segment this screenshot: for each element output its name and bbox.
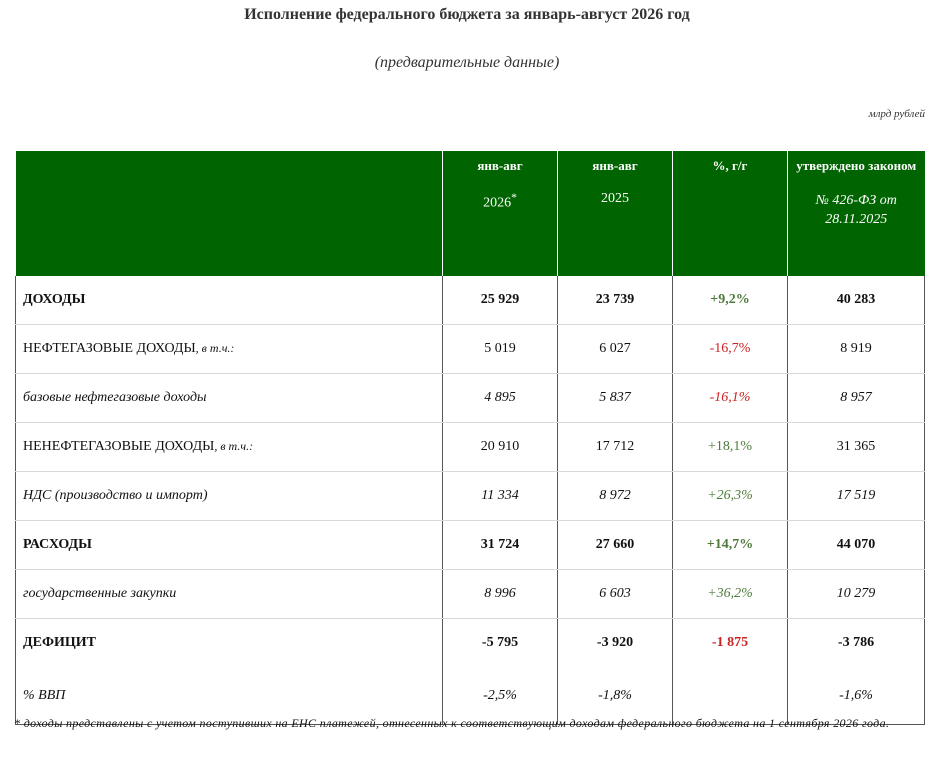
- value-pct: +26,3%: [673, 472, 788, 521]
- row-label: государственные закупки: [16, 570, 443, 619]
- value-law: 8 957: [788, 374, 925, 423]
- header-2026-period: янв-авг: [477, 158, 523, 173]
- footnote: * доходы представлены с учетом поступивших на ЕНС платежей, отнесенных к соответствующим доходам федерального бюджета на 1 сентября 2026 года.: [14, 716, 890, 730]
- footnote-marker: *: [511, 191, 517, 204]
- row-label: % ВВП: [16, 667, 443, 725]
- value-pct: -16,7%: [673, 325, 788, 374]
- header-2025: [558, 151, 673, 276]
- row-revenues: [16, 276, 925, 325]
- row-base-oil-gas-revenues: [16, 374, 925, 423]
- value-2026: -2,5%: [443, 667, 558, 725]
- row-label: РАСХОДЫ: [16, 521, 443, 570]
- header-approved-label: утверждено законом: [796, 158, 917, 173]
- value-2026: 5 019: [443, 325, 558, 374]
- value-pct: +18,1%: [673, 423, 788, 472]
- header-law-ref: № 426-ФЗ от 28.11.2025: [815, 193, 897, 227]
- value-2025: -3 920: [558, 619, 673, 668]
- value-2025: 5 837: [558, 374, 673, 423]
- value-2026: 25 929: [443, 276, 558, 325]
- value-law: 8 919: [788, 325, 925, 374]
- budget-table: [15, 151, 925, 725]
- row-label: НЕНЕФТЕГАЗОВЫЕ ДОХОДЫ, в т.ч.:: [16, 423, 443, 472]
- value-2025: 8 972: [558, 472, 673, 521]
- row-deficit: [16, 619, 925, 668]
- row-public-procurement: [16, 570, 925, 619]
- header-2025-period: янв-авг: [592, 158, 638, 173]
- value-pct: +9,2%: [673, 276, 788, 325]
- value-2025: 6 027: [558, 325, 673, 374]
- value-2026: 4 895: [443, 374, 558, 423]
- header-2026-year: 2026*: [483, 191, 517, 211]
- document-title: Исполнение федерального бюджета за январь-август 2026 год: [244, 6, 690, 23]
- value-2025: 6 603: [558, 570, 673, 619]
- value-law: 17 519: [788, 472, 925, 521]
- row-oil-gas-revenues: [16, 325, 925, 374]
- value-pct: +14,7%: [673, 521, 788, 570]
- row-label-suffix: , в т.ч.:: [214, 439, 254, 453]
- value-2025: 27 660: [558, 521, 673, 570]
- value-2026: 11 334: [443, 472, 558, 521]
- value-law: 10 279: [788, 570, 925, 619]
- value-law: 44 070: [788, 521, 925, 570]
- value-pct: +36,2%: [673, 570, 788, 619]
- value-pct: -16,1%: [673, 374, 788, 423]
- value-2025: -1,8%: [558, 667, 673, 725]
- value-law: 40 283: [788, 276, 925, 325]
- value-pct: -1 875: [673, 619, 788, 668]
- row-label: НДС (производство и импорт): [16, 472, 443, 521]
- row-label: НЕФТЕГАЗОВЫЕ ДОХОДЫ, в т.ч.:: [16, 325, 443, 374]
- row-expenditures: [16, 521, 925, 570]
- header-pct: [673, 151, 788, 276]
- value-law: 31 365: [788, 423, 925, 472]
- header-2025-year: 2025: [601, 191, 629, 206]
- value-2026: 20 910: [443, 423, 558, 472]
- header-pct-label: %, г/г: [712, 158, 748, 173]
- value-2025: 17 712: [558, 423, 673, 472]
- header-2026: [443, 151, 558, 276]
- row-label: ДЕФИЦИТ: [16, 619, 443, 668]
- value-law: -3 786: [788, 619, 925, 668]
- value-2026: 8 996: [443, 570, 558, 619]
- value-2026: 31 724: [443, 521, 558, 570]
- value-2025: 23 739: [558, 276, 673, 325]
- row-non-oil-gas-revenues: [16, 423, 925, 472]
- header-approved: [788, 151, 925, 276]
- header-row: [16, 151, 925, 276]
- row-label-suffix: , в т.ч.:: [195, 341, 235, 355]
- row-label: базовые нефтегазовые доходы: [16, 374, 443, 423]
- unit-label: млрд рублей: [868, 108, 925, 120]
- row-vat: [16, 472, 925, 521]
- document-subtitle: (предварительные данные): [374, 54, 560, 71]
- value-law: -1,6%: [788, 667, 925, 725]
- row-label: ДОХОДЫ: [16, 276, 443, 325]
- value-2026: -5 795: [443, 619, 558, 668]
- header-label-cell: [16, 151, 443, 276]
